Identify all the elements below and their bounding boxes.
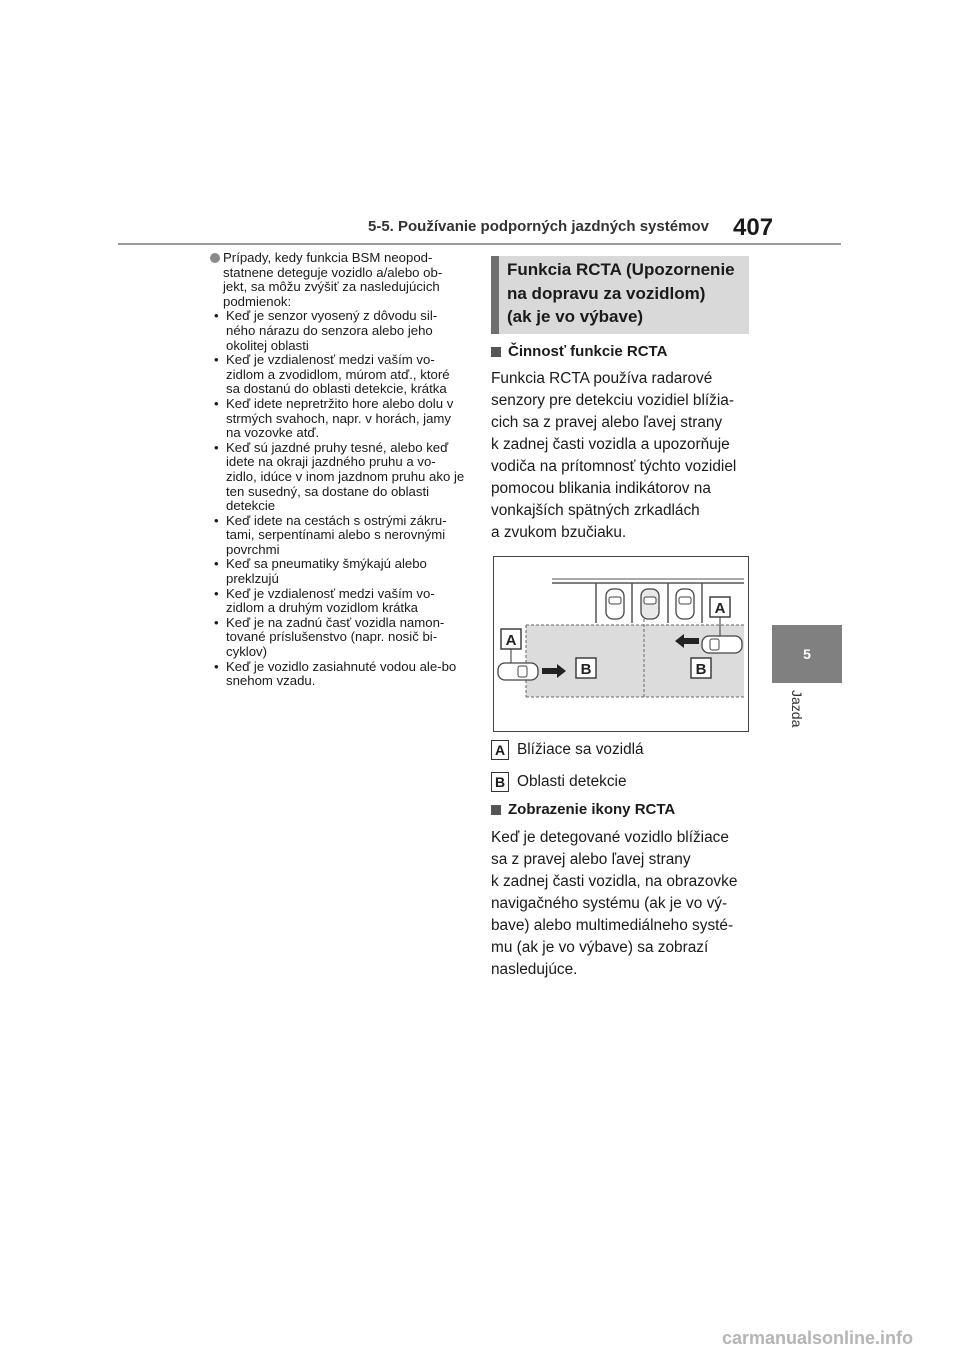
header-rule (118, 243, 841, 245)
list-item: • Keď je senzor vyosený z dôvodu sil-ného nárazu do senzora alebo jeho okolitej oblasti (210, 309, 466, 353)
bsm-lead-text: Prípady, kedy funkcia BSM neopod-statnene deteguje vozidlo a/alebo ob-jekt, sa môžu zvýšiť za nasledujúcich podmienok: (223, 250, 443, 309)
text-line: cich sa z pravej alebo ľavej strany (491, 414, 723, 431)
rcta-icon-description (491, 827, 753, 981)
approaching-car-left (498, 663, 538, 680)
list-item: • Keď je vzdialenosť medzi vaším vo-zidlom a zvodidlom, múrom atď., ktoré sa dostanú do oblasti detekcie, krátka (210, 353, 466, 397)
rcta-figure (493, 556, 749, 732)
parked-car-own (641, 589, 659, 619)
text-line: vodiča na prítomnosť týchto vozidiel (491, 458, 737, 475)
text-line: navigačného systému (ak je vo vý- (491, 895, 728, 912)
legend-key: B (491, 772, 509, 792)
text-line: sa z pravej alebo ľavej strany (491, 851, 691, 868)
text-line: bave) alebo multimediálneho systé- (491, 917, 734, 934)
label-b-left: B (580, 661, 592, 678)
text-line: vonkajších spätných zrkadlách (491, 502, 700, 519)
text-line: k zadnej časti vozidla a upozorňuje (491, 436, 730, 453)
label-a-right: A (714, 600, 726, 617)
label-b-right: B (695, 661, 707, 678)
section-title-line: Funkcia RCTA (Upozornenie (507, 260, 735, 279)
rcta-description (491, 368, 753, 544)
list-item: • Keď sa pneumatiky šmýkajú alebo preklzujú (210, 557, 466, 586)
text-line: mu (ak je vo výbave) sa zobrazí (491, 939, 709, 956)
left-column (210, 251, 466, 689)
bsm-lead (210, 251, 466, 309)
watermark: carmanualsonline.info (722, 1328, 914, 1348)
legend-a (491, 740, 644, 760)
square-bullet-icon (491, 805, 501, 815)
legend-text: Oblasti detekcie (517, 773, 627, 790)
text-line: Keď je detegované vozidlo blížiace (491, 829, 729, 846)
condition-list (210, 309, 466, 688)
list-item: • Keď idete nepretržito hore alebo dolu v strmých svahoch, napr. v horách, jamy na vozovke atď. (210, 397, 466, 441)
parked-car (606, 589, 624, 619)
text-line: a zvukom bzučiaku. (491, 524, 627, 541)
chapter-tab: 5 (772, 625, 842, 683)
label-a-left: A (505, 632, 517, 649)
subheading-rcta-operation (491, 343, 667, 360)
list-item: • Keď je na zadnú časť vozidla namon-tované príslušenstvo (napr. nosič bi-cyklov) (210, 616, 466, 660)
subheading-text: Zobrazenie ikony RCTA (508, 801, 676, 818)
text-line: senzory pre detekciu vozidiel blížia- (491, 392, 734, 409)
text-line: nasledujúce. (491, 961, 578, 978)
header-title: 5-5. Používanie podporných jazdných systémov (368, 218, 709, 235)
text-line: k zadnej časti vozidla, na obrazovke (491, 873, 738, 890)
square-bullet-icon (491, 347, 501, 357)
legend-text: Blížiace sa vozidlá (517, 741, 644, 758)
list-item: • Keď je vzdialenosť medzi vaším vo-zidlom a druhým vozidlom krátka (210, 587, 466, 616)
subheading-rcta-icon (491, 801, 675, 818)
legend-b (491, 772, 627, 792)
legend-key: A (491, 740, 509, 760)
chapter-label: Jazda (789, 690, 805, 728)
list-item: • Keď idete na cestách s ostrými zákru-tami, serpentínami alebo s nerovnými povrchmi (210, 514, 466, 558)
text-line: pomocou blikania indikátorov na (491, 480, 711, 497)
section-title-line: na dopravu za vozidlom) (507, 283, 706, 303)
section-title-line: (ak je vo výbave) (507, 307, 644, 326)
parked-car (676, 589, 694, 619)
subheading-text: Činnosť funkcie RCTA (508, 343, 668, 360)
parking-diagram (494, 557, 748, 731)
section-title-box (491, 256, 749, 334)
text-line: Funkcia RCTA používa radarové (491, 370, 713, 387)
bullet-dot-icon (210, 253, 220, 263)
list-item: • Keď sú jazdné pruhy tesné, alebo keď idete na okraji jazdného pruhu a vo-zidlo, idúce v inom jazdnom pruhu ako je ten susedný, sa dostane do oblasti detekcie (210, 441, 466, 514)
list-item: • Keď je vozidlo zasiahnuté vodou ale-bo snehom vzadu. (210, 660, 466, 689)
page-number: 407 (733, 214, 774, 241)
approaching-car-right (702, 636, 742, 653)
